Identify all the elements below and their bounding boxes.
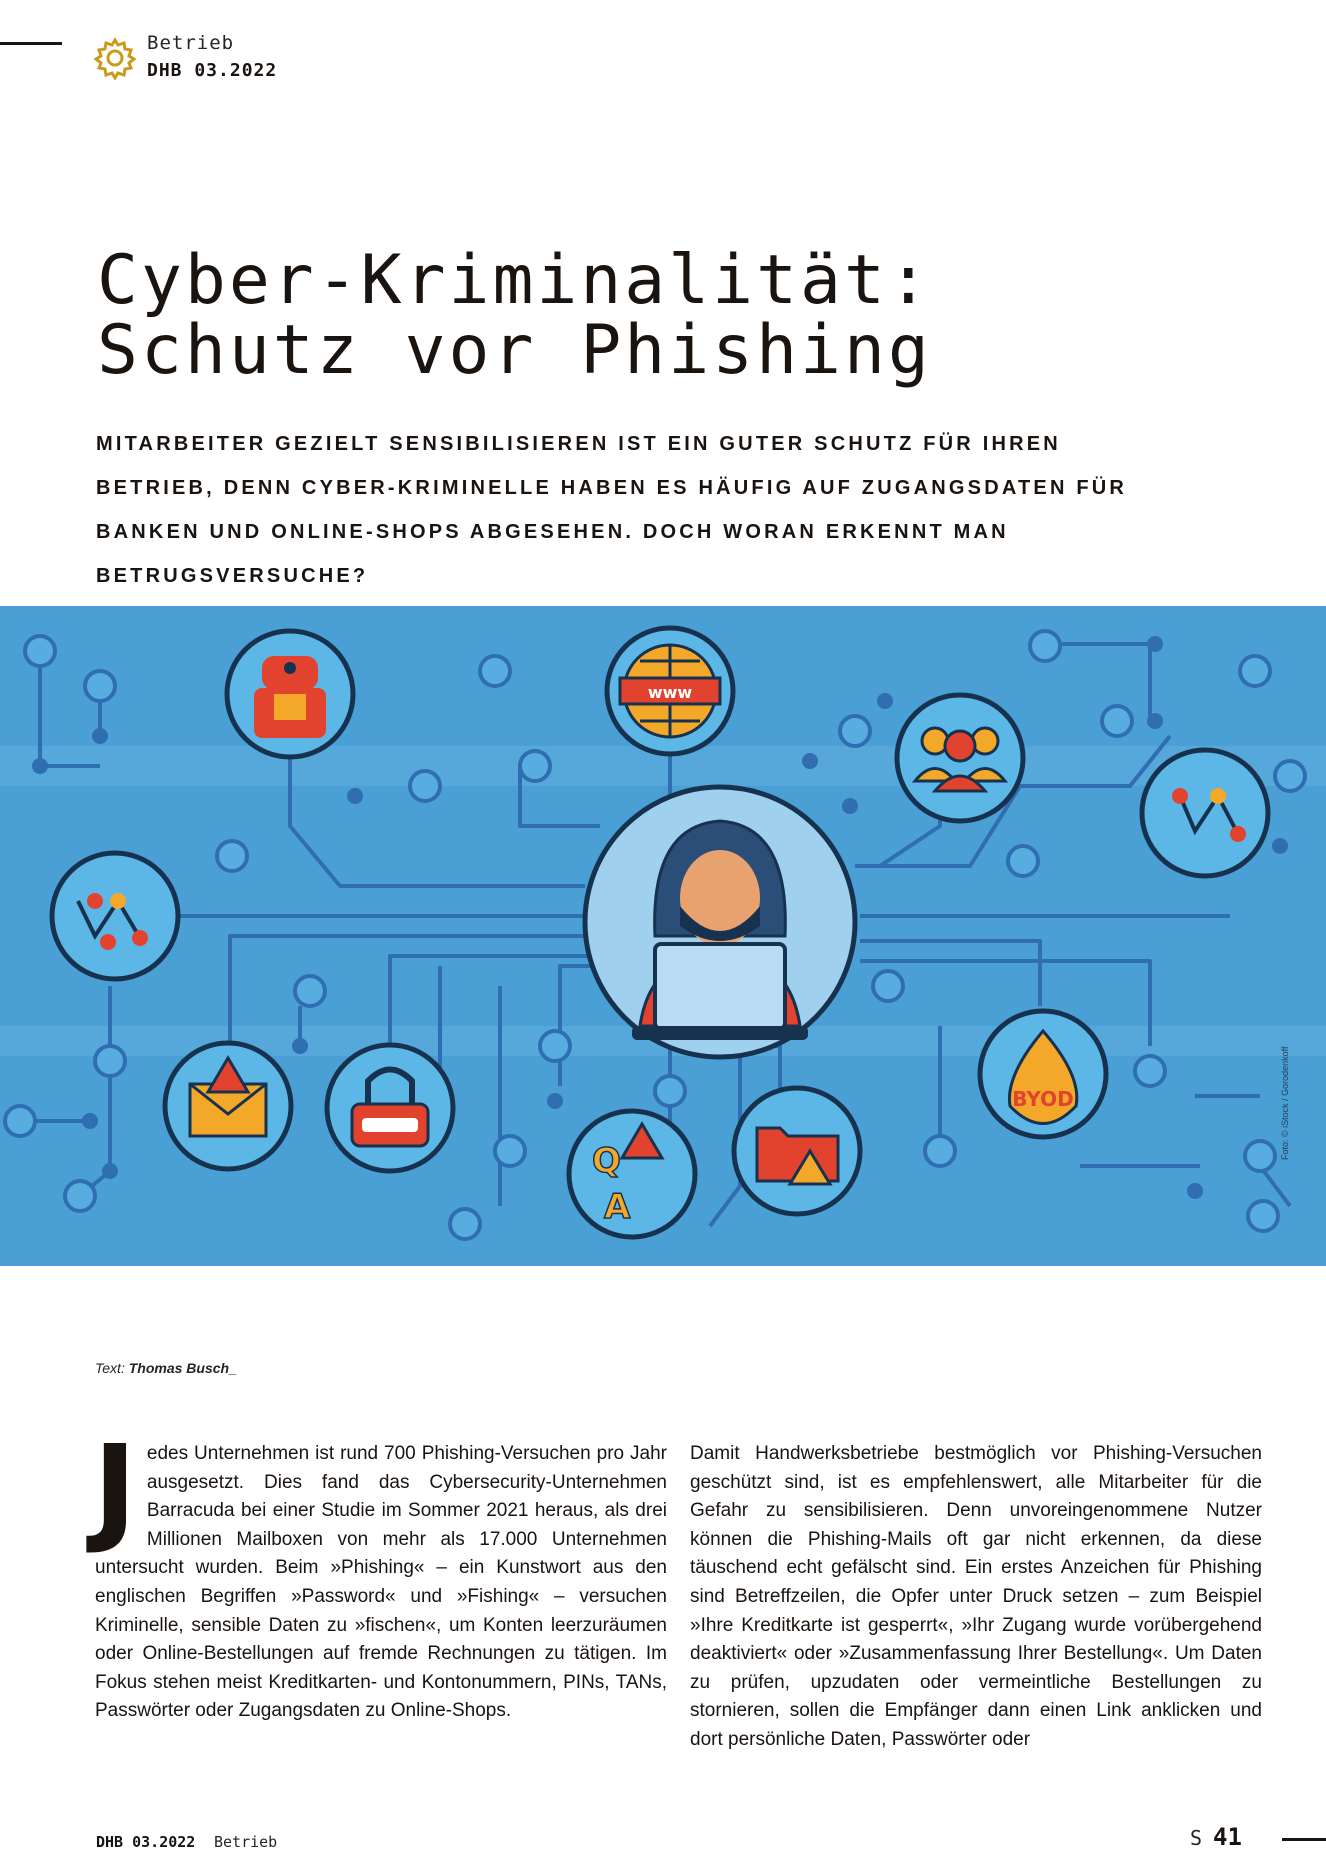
title-line-2: Schutz vor Phishing: [97, 311, 932, 390]
byline-prefix: Text:: [95, 1360, 129, 1376]
gear-icon: [93, 36, 137, 80]
body-column-left: [93, 1419, 667, 1726]
byod-label: BYOD: [1012, 1087, 1074, 1111]
photo-credit: Foto: © iStock / Gorodenkoff: [1280, 1046, 1290, 1160]
article-title: [97, 241, 1237, 390]
body-text-left: edes Unternehmen ist rund 700 Phishing-Versuchen pro Jahr ausgesetzt. Dies fand das Cybersecurity-Unternehmen Barracuda bei einer Studie im Sommer 2021 heraus, als drei Millionen Mailboxen von mehr als 17.000 Unternehmen untersucht wurden. Beim »Phishing« – ein Kunstwort aus den englischen Begriffen »Password« und »Fishing« – versuchen Kriminelle, sensible Daten zu »fischen«, um Konten leerzuräumen oder Online-Bestellungen auf fremde Rechnungen zu tätigen. Im Fokus stehen meist Kreditkarten- und Kontonummern, PINs, TANs, Passwörter oder Zugangsdaten zu Online-Shops.: [95, 1443, 667, 1722]
a-label: A: [604, 1187, 631, 1227]
byline-author: Thomas Busch_: [128, 1360, 237, 1376]
www-label: www: [647, 683, 693, 702]
drop-cap: J: [93, 1419, 137, 1557]
title-line-1: Cyber-Kriminalität:: [97, 241, 932, 320]
hero-illustration: [0, 606, 1326, 1266]
header-rule: [0, 42, 62, 45]
article-lead: MITARBEITER GEZIELT SENSIBILISIEREN IST EIN GUTER SCHUTZ FÜR IHREN BETRIEB, DENN CYBER-KRIMINELLE HABEN ES HÄUFIG AUF ZUGANGSDATEN FÜR BANKEN UND ONLINE-SHOPS ABGESEHEN. DOCH WORAN ERKENNT MAN BETRUGSVERSUCHE?: [96, 433, 1128, 587]
header-issue: DHB 03.2022: [147, 60, 278, 81]
q-label: Q: [592, 1141, 621, 1181]
footer-section: Betrieb: [214, 1833, 278, 1851]
footer-issue: DHB 03.2022: [96, 1833, 196, 1851]
page-number: 41: [1213, 1823, 1242, 1851]
footer-rule: [1282, 1838, 1326, 1841]
body-column-right: Damit Handwerksbetriebe bestmöglich vor Phishing-Versuchen geschützt sind, ist es empfehlenswert, alle Mitarbeiter für die Gefahr zu sensibilisieren. Denn unvoreingenommene Nutzer können die Phishing-Mails oft gar nicht erkennen, da diese täuschend echt gefälscht sind. Ein erstes Anzeichen für Phishing sind Betreffzeilen, die Opfer unter Druck setzen – zum Beispiel »Ihre Kreditkarte ist gesperrt«, »Ihr Zugang wurde vorübergehend deaktiviert« oder »Zusammenfassung Ihrer Bestellung«. Um Daten zu prüfen, upzudaten oder vermeintliche Bestellungen zu stornieren, sollen die Empfänger dann einen Link anklicken und dort persönliche Daten, Passwörter oder: [690, 1443, 1262, 1750]
header-section: Betrieb: [147, 32, 235, 54]
footer-s-label: S: [1190, 1826, 1203, 1850]
byline: [95, 1360, 237, 1376]
